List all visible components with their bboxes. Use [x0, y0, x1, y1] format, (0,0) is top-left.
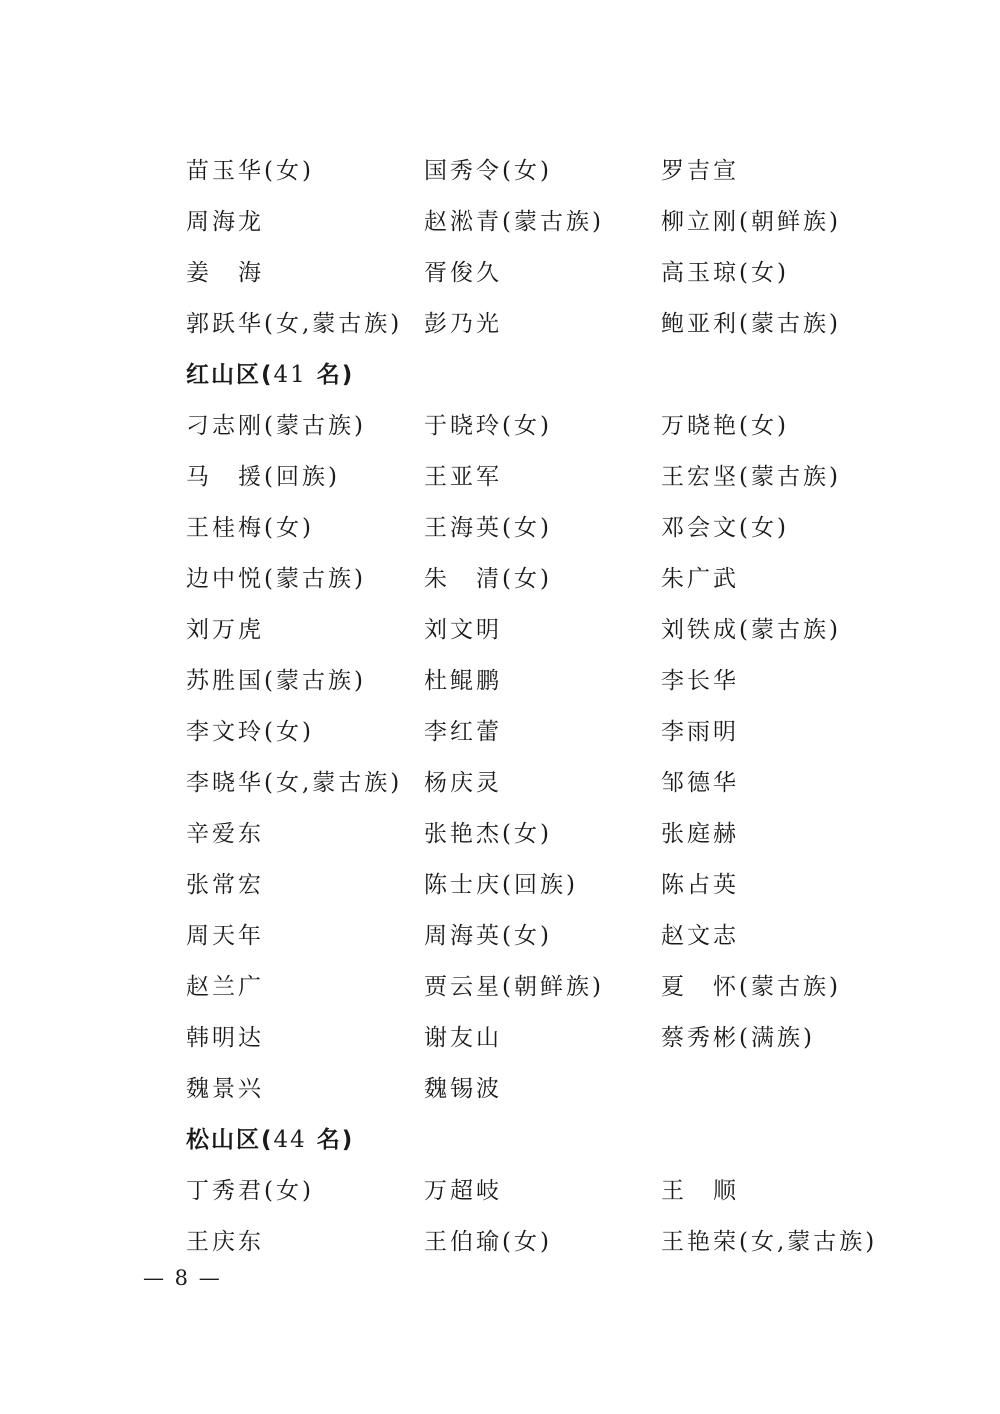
table-row: [186, 401, 886, 452]
name-entry: 苗玉华(女): [186, 158, 314, 184]
table-row: [186, 146, 886, 197]
name-entry: 张艳杰(女): [424, 821, 552, 847]
table-row: [186, 911, 886, 962]
name-entry: 胥俊久: [424, 260, 502, 286]
name-entry: 姜 海: [186, 260, 264, 286]
section-count: 44: [273, 1127, 307, 1153]
table-row: [186, 1217, 886, 1268]
table-row: [186, 962, 886, 1013]
name-entry: 赵文志: [661, 923, 739, 949]
page-number: — 8 —: [143, 1266, 222, 1290]
table-row: [186, 503, 886, 554]
name-entry: 李雨明: [661, 719, 739, 745]
name-entry: 邓会文(女): [661, 515, 789, 541]
section-suffix: 名): [306, 1127, 355, 1153]
name-entry: 陈占英: [661, 872, 739, 898]
name-entry: 李红蕾: [424, 719, 502, 745]
name-entry: 王海英(女): [424, 515, 552, 541]
name-entry: 高玉琼(女): [661, 260, 789, 286]
name-entry: 李文玲(女): [186, 719, 314, 745]
name-entry: 王亚军: [424, 464, 502, 490]
name-entry: 国秀令(女): [424, 158, 552, 184]
table-row: [186, 1013, 886, 1064]
table-row: [186, 656, 886, 707]
table-row: [186, 758, 886, 809]
name-entry: 万超岐: [424, 1178, 502, 1204]
section-heading-hongshan: [186, 350, 886, 401]
table-row: [186, 452, 886, 503]
table-row: [186, 809, 886, 860]
table-row: [186, 554, 886, 605]
name-entry: 韩明达: [186, 1025, 264, 1051]
table-row: [186, 605, 886, 656]
name-entry: 魏景兴: [186, 1076, 264, 1102]
section-count: 41: [273, 362, 307, 388]
name-entry: 王庆东: [186, 1229, 264, 1255]
name-entry: 边中悦(蒙古族): [186, 566, 366, 592]
table-row: [186, 248, 886, 299]
table-row: [186, 860, 886, 911]
table-row: [186, 707, 886, 758]
name-entry: 李晓华(女,蒙古族): [186, 770, 403, 796]
name-entry: 张常宏: [186, 872, 264, 898]
section-heading-songshan: [186, 1115, 886, 1166]
name-entry: 于晓玲(女): [424, 413, 552, 439]
table-row: [186, 1166, 886, 1217]
name-entry: 柳立刚(朝鲜族): [661, 209, 841, 235]
name-entry: 郭跃华(女,蒙古族): [186, 311, 403, 337]
name-entry: 王艳荣(女,蒙古族): [661, 1229, 878, 1255]
name-list: [186, 146, 886, 1268]
name-entry: 鲍亚利(蒙古族): [661, 311, 841, 337]
name-entry: 刁志刚(蒙古族): [186, 413, 366, 439]
name-entry: 周海龙: [186, 209, 264, 235]
name-entry: 万晓艳(女): [661, 413, 789, 439]
section-suffix: 名): [306, 362, 355, 388]
name-entry: 刘万虎: [186, 617, 264, 643]
name-entry: 李长华: [661, 668, 739, 694]
section-name: 红山区(: [186, 362, 274, 388]
name-entry: 贾云星(朝鲜族): [424, 974, 604, 1000]
name-entry: 彭乃光: [424, 311, 502, 337]
table-row: [186, 1064, 886, 1115]
table-row: [186, 197, 886, 248]
name-entry: 夏 怀(蒙古族): [661, 974, 841, 1000]
name-entry: 邹德华: [661, 770, 739, 796]
name-entry: 辛爱东: [186, 821, 264, 847]
name-entry: 周海英(女): [424, 923, 552, 949]
name-entry: 马 援(回族): [186, 464, 340, 490]
name-entry: 刘文明: [424, 617, 502, 643]
name-entry: 周天年: [186, 923, 264, 949]
name-entry: 陈士庆(回族): [424, 872, 578, 898]
name-entry: 杜鲲鹏: [424, 668, 502, 694]
name-entry: 谢友山: [424, 1025, 502, 1051]
name-entry: 魏锡波: [424, 1076, 502, 1102]
name-entry: 丁秀君(女): [186, 1178, 314, 1204]
name-entry: 朱 清(女): [424, 566, 552, 592]
name-entry: 王桂梅(女): [186, 515, 314, 541]
name-entry: 张庭赫: [661, 821, 739, 847]
section-name: 松山区(: [186, 1127, 274, 1153]
name-entry: 蔡秀彬(满族): [661, 1025, 815, 1051]
name-entry: 王伯瑜(女): [424, 1229, 552, 1255]
name-entry: 王宏坚(蒙古族): [661, 464, 841, 490]
name-entry: 杨庆灵: [424, 770, 502, 796]
name-entry: 赵淞青(蒙古族): [424, 209, 604, 235]
name-entry: 赵兰广: [186, 974, 264, 1000]
name-entry: 刘铁成(蒙古族): [661, 617, 841, 643]
name-entry: 朱广武: [661, 566, 739, 592]
name-entry: 王 顺: [661, 1178, 739, 1204]
name-entry: 罗吉宣: [661, 158, 739, 184]
table-row: [186, 299, 886, 350]
name-entry: 苏胜国(蒙古族): [186, 668, 366, 694]
